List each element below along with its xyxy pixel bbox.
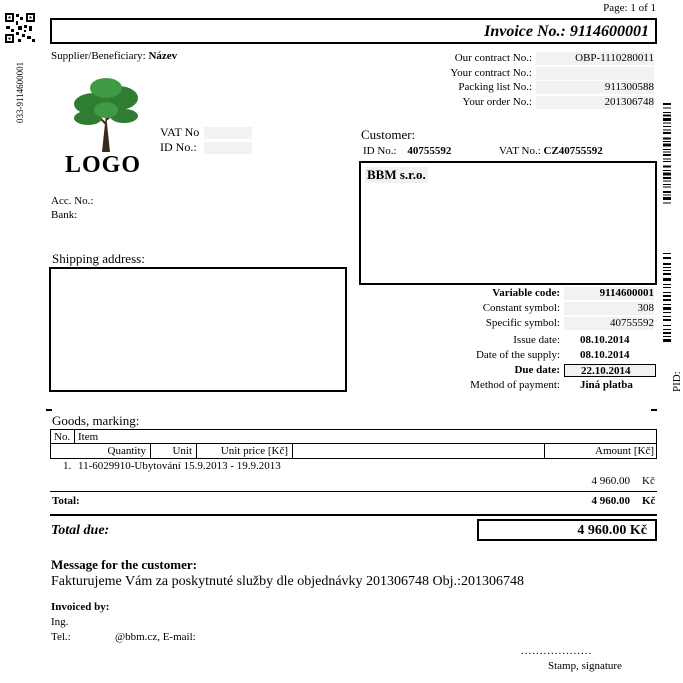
- col-item-header: Item: [78, 431, 99, 443]
- customer-vat-value: CZ40755592: [543, 145, 603, 157]
- date-value: 22.10.2014: [564, 364, 656, 377]
- stamp-label: Stamp, signature: [548, 660, 622, 672]
- customer-vat-line: [499, 145, 603, 157]
- shipping-heading: Shipping address:: [52, 251, 145, 266]
- supplier-label: Supplier/Beneficiary:: [51, 50, 146, 62]
- customer-id-value: 40755592: [407, 145, 452, 157]
- reference-row: [380, 52, 656, 66]
- signature-line: ...................: [521, 645, 593, 657]
- date-row: [400, 349, 656, 363]
- col-amount-header: Amount [Kč]: [595, 445, 654, 457]
- shipping-address-box: [49, 267, 347, 392]
- page-number: Page: 1 of 1: [603, 2, 656, 14]
- invoiced-by-tel-label: Tel.:: [51, 631, 71, 643]
- supplier-vat-value-field: [204, 127, 252, 139]
- date-value: 08.10.2014: [580, 349, 630, 361]
- total-currency: Kč: [642, 495, 656, 507]
- barcode-icon: [663, 103, 673, 363]
- date-label: Issue date:: [513, 334, 560, 346]
- date-row: [400, 364, 656, 378]
- invoiced-by-name: Ing.: [51, 616, 69, 628]
- reference-row: [380, 67, 656, 81]
- table-row: [50, 459, 657, 489]
- customer-id-line: [363, 145, 451, 157]
- total-label: Total:: [52, 495, 80, 507]
- item-currency: Kč: [642, 475, 655, 487]
- reference-value: [536, 67, 654, 80]
- supplier-id-value-field: [204, 142, 252, 154]
- invoice-title-box: [50, 18, 657, 44]
- customer-heading: Customer:: [361, 127, 416, 142]
- payment-code-label: Constant symbol:: [482, 302, 560, 314]
- side-document-code: 033-9114600001: [15, 61, 25, 123]
- invoice-title: Invoice No.: 9114600001: [484, 23, 649, 40]
- reference-label: Packing list No.:: [458, 81, 532, 93]
- payment-code-label: Specific symbol:: [485, 317, 560, 329]
- col-quantity-header: Quantity: [107, 445, 146, 457]
- payment-code-value: 40755592: [564, 317, 654, 330]
- tree-logo-icon: [66, 74, 146, 154]
- bank-label: Bank:: [51, 209, 78, 221]
- date-label: Method of payment:: [470, 379, 560, 391]
- total-bottom-rule: [50, 514, 657, 516]
- total-due-value: 4 960.00 Kč: [577, 523, 647, 538]
- payment-code-value: 308: [564, 302, 654, 315]
- col-unit-price-header: Unit price [Kč]: [220, 445, 288, 457]
- supplier-name: Název: [148, 50, 178, 62]
- divider-mark-left: [46, 409, 52, 411]
- customer-id-label: ID No.:: [363, 145, 397, 157]
- payment-code-row: [400, 302, 656, 316]
- goods-header-row-2: [51, 444, 656, 458]
- date-row: [400, 334, 656, 348]
- reference-row: [380, 81, 656, 95]
- logo-text: LOGO: [65, 152, 142, 178]
- payment-code-row: [400, 287, 656, 301]
- divider-mark-right: [651, 409, 657, 411]
- date-value: Jiná platba: [580, 379, 633, 391]
- reference-label: Your order No.:: [462, 95, 532, 108]
- side-pid-label: PID:: [671, 371, 683, 392]
- qr-code-icon: [4, 12, 36, 44]
- message-text: Fakturujeme Vám za poskytnuté služby dle objednávky 201306748 Obj.:201306748: [51, 574, 524, 589]
- reference-value: 911300588: [536, 81, 654, 94]
- col-no-header: No.: [54, 431, 71, 443]
- item-amount: 4 960.00: [591, 475, 630, 487]
- date-label: Due date:: [514, 364, 560, 376]
- goods-heading: Goods, marking:: [52, 413, 140, 428]
- item-text: 11-6029910-Ubytování 15.9.2013 - 19.9.2013: [78, 460, 281, 472]
- supplier-vat-label: VAT No: [160, 125, 200, 139]
- customer-vat-label: VAT No.:: [499, 145, 541, 157]
- col-unit-header: Unit: [172, 445, 192, 457]
- supplier-id-label: ID No.:: [160, 140, 197, 154]
- total-top-rule: [50, 491, 657, 492]
- account-label: Acc. No.:: [51, 195, 94, 207]
- reference-label: Your contract No.:: [450, 66, 532, 79]
- goods-table-header: [50, 429, 657, 459]
- reference-row: [380, 96, 656, 110]
- supplier-line: [51, 50, 177, 62]
- total-value: 4 960.00: [591, 495, 630, 507]
- date-row: [400, 379, 656, 393]
- invoiced-by-heading: Invoiced by:: [51, 601, 110, 613]
- customer-address-box: [359, 161, 657, 285]
- reference-value: 201306748: [536, 96, 654, 109]
- date-value: 08.10.2014: [580, 334, 630, 346]
- customer-name: BBM s.r.o.: [367, 167, 426, 182]
- col-separator: [292, 444, 293, 458]
- payment-code-value: 9114600001: [564, 287, 654, 300]
- reference-value: OBP-1110280011: [536, 52, 654, 65]
- payment-code-row: [400, 317, 656, 331]
- goods-header-row-1: [51, 430, 656, 444]
- message-heading: Message for the customer:: [51, 557, 197, 572]
- invoiced-by-contact: @bbm.cz, E-mail:: [115, 631, 196, 643]
- col-separator: [74, 430, 75, 443]
- item-no: 1.: [63, 460, 72, 472]
- payment-code-label: Variable code:: [492, 287, 560, 299]
- total-due-box: [477, 519, 657, 541]
- date-label: Date of the supply:: [475, 349, 560, 361]
- reference-label: Our contract No.:: [454, 52, 532, 64]
- total-due-label: Total due:: [51, 523, 110, 538]
